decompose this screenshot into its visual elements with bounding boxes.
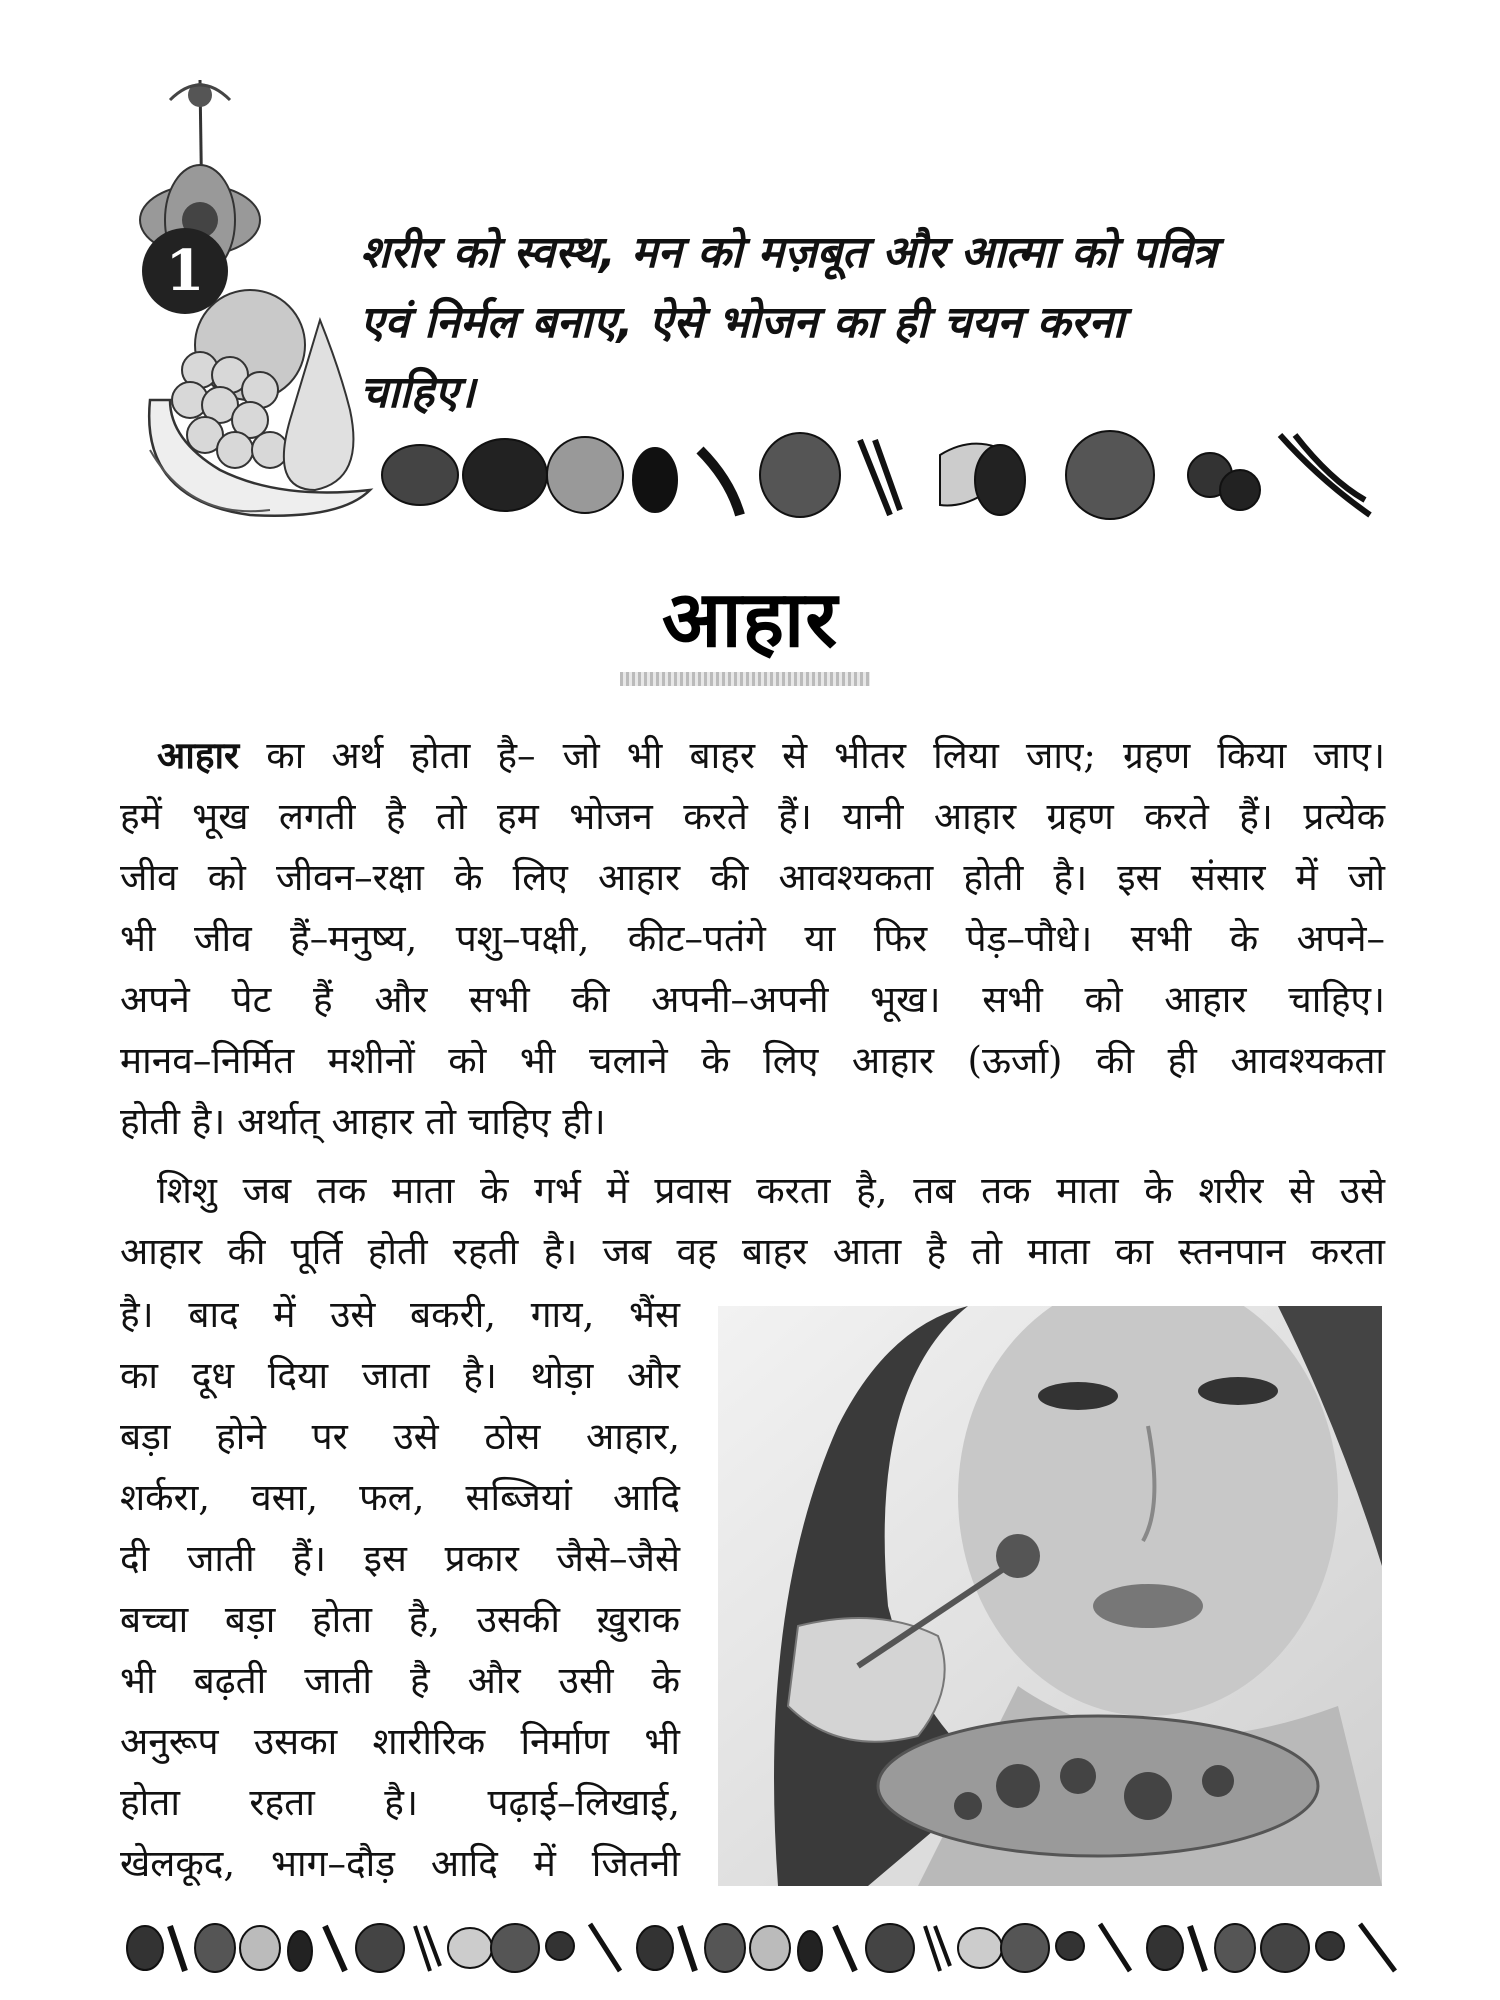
quote-line: शरीर को स्वस्थ, मन को मज़बूत और आत्मा को पवित्र [360,227,1217,278]
text-line: है। बाद में उसे बकरी, गाय, भैंस [120,1293,680,1336]
text-line: आहार की पूर्ति होती रहती है। जब वह बाहर आता है तो माता का स्तनपान करता [120,1230,1385,1273]
paragraph-2-continued [120,1284,680,1894]
chapter-quote [360,218,1380,428]
text-line: शिशु जब तक माता के गर्भ में प्रवास करता है, तब तक माता के शरीर से उसे [157,1169,1385,1212]
text-line: दी जाती हैं। इस प्रकार जैसे–जैसे [120,1537,680,1580]
text-line: होती है। अर्थात् आहार तो चाहिए ही। [120,1100,606,1143]
paragraph-1 [120,725,1385,1152]
woman-eating-salad-photo [718,1306,1382,1886]
text-line: अपने पेट हैं और सभी की अपनी–अपनी भूख। सभी को आहार चाहिए। [120,978,1385,1021]
text-line: खेलकूद, भाग–दौड़ आदि में जितनी [120,1842,680,1885]
text-line: होता रहता है। पढ़ाई–लिखाई, [120,1781,680,1824]
text-line: मानव–निर्मित मशीनों को भी चलाने के लिए आहार (ऊर्जा) की ही आवश्यकता [120,1039,1385,1082]
text-line: आहार का अर्थ होता है– जो भी बाहर से भीतर लिया जाए; ग्रहण किया जाए। [157,733,1385,777]
text-line: अनुरूप उसका शारीरिक निर्माण भी [120,1720,680,1763]
text-line: हमें भूख लगती है तो हम भोजन करते हैं। यानी आहार ग्रहण करते हैं। प्रत्येक [120,795,1385,838]
text-line: बड़ा होने पर उसे ठोस आहार, [120,1415,680,1458]
text-line: का दूध दिया जाता है। थोड़ा और [120,1354,680,1397]
text-line: जीव को जीवन–रक्षा के लिए आहार की आवश्यकता होती है। इस संसार में जो [120,856,1385,899]
text-line: भी बढ़ती जाती है और उसी के [120,1659,680,1702]
lead-word: आहार [157,733,240,777]
vegetable-border-bottom [125,1916,1405,1976]
title-underline-decoration [620,672,870,686]
vegetable-border-top [380,420,1380,520]
text-line: भी जीव हैं–मनुष्य, पशु–पक्षी, कीट–पतंगे या फिर पेड़–पौधे। सभी के अपने– [120,917,1385,960]
paragraph-2 [120,1160,1385,1282]
text-line: बच्चा बड़ा होता है, उसकी ख़ुराक [120,1598,680,1641]
chapter-number-badge: 1 [142,228,228,314]
quote-line: चाहिए। [360,367,476,418]
quote-line: एवं निर्मल बनाए, ऐसे भोजन का ही चयन करना [360,297,1125,348]
text-line: शर्करा, वसा, फल, सब्जियां आदि [120,1476,680,1519]
page-title: आहार [661,575,839,665]
